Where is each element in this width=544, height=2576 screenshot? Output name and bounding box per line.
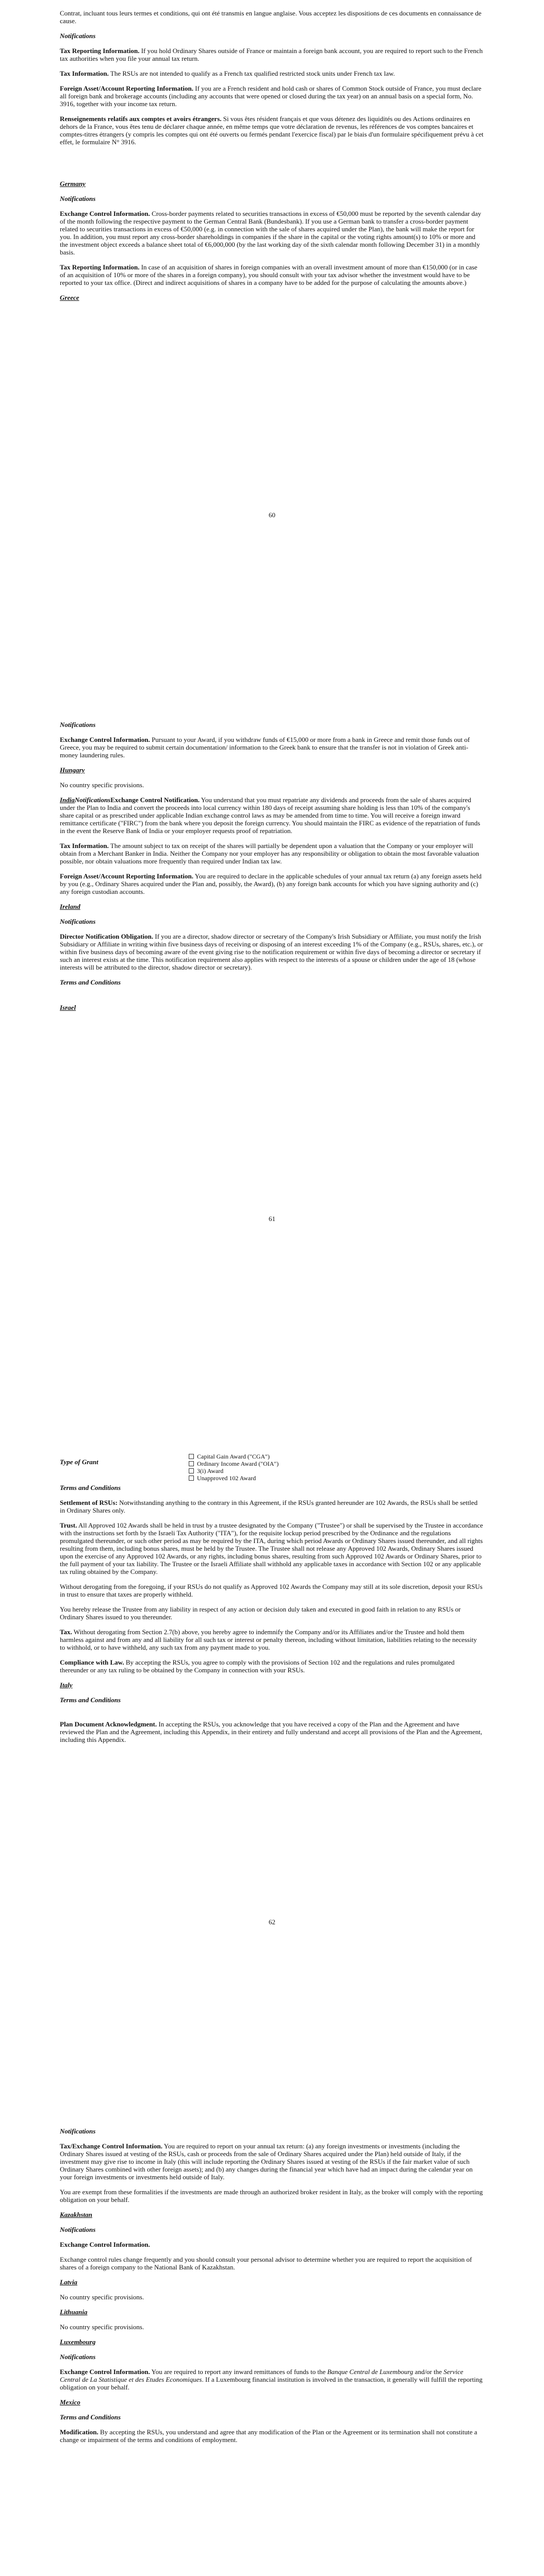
paragraph: Tax. Without derogating from Section 2.7(b) above, you hereby agree to indemnify the Company and/or its Affiliates and/or the Trustee and hold them harmless against and from any and all liability for all such tax or interest or penalty thereon, including without limitation, liabilities relating to the necessity to withhold, or to have withheld, any such tax from any payment made to you. <box>60 1628 477 1651</box>
paragraph: Exchange Control Information. Pursuant to your Award, if you withdraw funds of €15,000 or more from a bank in Greece and remit those funds out of Greece, you may be required to submit certain documentation/ information to the Greek bank to ensure that the transfer is not in violation of Greek anti-money laundering rules. <box>60 736 470 759</box>
country-heading-israel: Israel <box>60 1004 76 1011</box>
intro-paragraph: Contrat, incluant tous leurs termes et conditions, qui ont été transmis en langue anglaise. Vous acceptez les dispositions de ces documents en connaissance de cause. <box>60 9 482 25</box>
paragraph: Modification. By accepting the RSUs, you understand and agree that any modification of the Plan or the Agreement or its termination shall not constitute a change or impairment of the terms and conditions of employment. <box>60 2428 477 2444</box>
country-heading-lithuania: Lithuania <box>60 2308 88 2316</box>
paragraph: Plan Document Acknowledgment. In accepting the RSUs, you acknowledge that you have received a copy of the Plan and the Agreement and have reviewed the Plan and the Agreement, including this Appendix, in their entirety and fully understand and accept all provisions of the Plan and the Agreement, including this Appendix. <box>60 1720 483 1743</box>
paragraph: Foreign Asset/Account Reporting Information. If you are a French resident and hold cash or shares of Common Stock outside of France, you must declare all foreign bank and brokerage accounts (including any accounts that were opened or closed during the tax year) on an annual basis on a special form, No. 3916, together with your income tax return. <box>60 84 482 108</box>
country-heading-ireland: Ireland <box>60 903 80 910</box>
paragraph: You are exempt from these formalities if the investments are made through an authorized broker resident in Italy, as the broker will comply with the reporting obligation on your behalf. <box>60 2188 483 2204</box>
paragraph: Tax Reporting Information. In case of an acquisition of shares in foreign companies with an overall investment amount of more than €150,000 (or in case of an acquisition of 10% or more of the shares in a foreign company), you should consult with your tax advisor whether the investment would have to be reported to your tax office. (Direct and indirect acquisitions of shares in a company have to be added for the purpose of calculating the amounts above.) <box>60 263 477 286</box>
paragraph: Director Notification Obligation. If you are a director, shadow director or secretary of the Company's Irish Subsidiary or Affiliate, you must notify the Irish Subsidiary or Affiliate in writing within five business days of receiving or disposing of an interest exceeding 1% of the Company (e.g., RSUs, shares, etc.), or within five business days of becoming aware of the event giving rise to the notification requirement or within five days of becoming a director or secretary if such an interest exists at the time. This notification requirement also applies with respect to the interests of a spouse or children under the age of 18 (whose interests will be attributed to the director, shadow director or secretary). <box>60 933 483 971</box>
page-number: 60 <box>269 511 275 519</box>
country-heading-india: India <box>60 796 75 804</box>
paragraph: Without derogating from the foregoing, if your RSUs do not qualify as Approved 102 Awards the Company may still at its sole discretion, deposit your RSUs in trust to ensure that taxes are properly withheld. <box>60 1583 483 1598</box>
section-heading-terms: Terms and Conditions <box>60 978 121 986</box>
country-heading-hungary: Hungary <box>60 766 85 774</box>
grant-option[interactable]: Capital Gain Award ("CGA") <box>189 1453 278 1460</box>
section-heading-terms: Terms and Conditions <box>60 2413 121 2421</box>
country-heading-greece: Greece <box>60 294 79 301</box>
section-heading-notifications: Notifications <box>60 2353 96 2361</box>
paragraph: Exchange control rules change frequently and you should consult your personal advisor to determine whether you are required to report the acquisition of shares of a foreign company to the National Bank of Kazakhstan. <box>60 2256 472 2271</box>
paragraph: Exchange Control Information. Cross-border payments related to securities transactions in excess of €50,000 must be reported by the seventh calendar day of the month following the respective payment to the German Central Bank (Bundesbank). If you use a German bank to transfer a cross-border payment related to securities transactions in excess of €50,000 (e.g. in connection with the sale of shares acquired under the Plan), the bank will make the report for you. In addition, you must report any cross-border shareholdings in companies if the share in the capital or the voting rights amount(s) to 10% or more and the investment object exceeds a balance sheet total of €6,000,000 (by the last working day of the sixth calendar month following December 31) in a monthly basis. <box>60 210 482 256</box>
paragraph: Compliance with Law. By accepting the RSUs, you agree to comply with the provisions of Section 102 and the regulations and rules promulgated thereunder or any tax ruling to be obtained by the Company in connection with your RSUs. <box>60 1658 455 1674</box>
paragraph: You hereby release the Trustee from any liability in respect of any action or decision duly taken and executed in good faith in relation to any RSUs or Ordinary Shares issued to you thereunder. <box>60 1605 461 1621</box>
checkbox-icon <box>189 1454 194 1459</box>
page-number: 62 <box>269 1918 275 1926</box>
country-heading-kazakhstan: Kazakhstan <box>60 2211 92 2218</box>
section-heading-notifications: Notifications <box>60 918 96 925</box>
section-heading-terms: Terms and Conditions <box>60 1696 121 1704</box>
checkbox-icon <box>189 1461 194 1466</box>
checkbox-icon <box>189 1476 194 1481</box>
paragraph: IndiaNotificationsExchange Control Notification. You understand that you must repatriate any dividends and proceeds from the sale of shares acquired under the Plan to India and convert the proceeds into local currency within 180 days of receipt assuming share holding is less than 10% of the company's share capital or as prescribed under applicable Indian exchange control laws as may be amended from time to time. You will receive a foreign inward remittance certificate ("FIRC") from the bank where you deposit the foreign currency. You should maintain the FIRC as evidence of the repatriation of funds in the event the Reserve Bank of India or your employer requests proof of repatriation. <box>60 796 481 835</box>
country-heading-luxembourg: Luxembourg <box>60 2338 96 2346</box>
paragraph: Exchange Control Information. <box>60 2241 150 2248</box>
paragraph: No country specific provisions. <box>60 2293 144 2301</box>
paragraph: No country specific provisions. <box>60 781 144 789</box>
paragraph: Tax/Exchange Control Information. You are required to report on your annual tax return: (a) any foreign investments or investments (including the Ordinary Shares issued at vesting of the RSUs, cash or proceeds from the sale of Ordinary Shares acquired under the Plan) held outside of Italy, if the investment may give rise to income in Italy (this will include reporting the Ordinary Shares issued at vesting of the RSUs if the fair market value of such Ordinary Shares combined with other foreign assets); and (b) any changes during the financial year which have had an impact during the calendar year on your foreign investments or investments held outside of Italy. <box>60 2142 473 2181</box>
section-heading-terms: Terms and Conditions <box>60 1484 121 1492</box>
grant-type-label: Type of Grant <box>60 1458 98 1466</box>
section-heading-notifications: Notifications <box>60 2226 96 2233</box>
page-63 <box>0 2110 544 2576</box>
paragraph: Settlement of RSUs: Notwithstanding anything to the contrary in this Agreement, if the RSUs granted hereunder are 102 Awards, the RSUs shall be settled in Ordinary Shares only. <box>60 1499 478 1514</box>
page-60 <box>0 0 544 703</box>
page-number: 61 <box>269 1215 275 1223</box>
checkbox-icon <box>189 1468 194 1473</box>
paragraph: Tax Reporting Information. If you hold Ordinary Shares outside of France or maintain a foreign bank account, you are required to report such to the French tax authorities when you file your annual tax return. <box>60 47 483 62</box>
paragraph: Exchange Control Information. You are required to report any inward remittances of funds to the Banque Central de Luxembourg and/or the Service Central de La Statistique et des Etudes Economiques. If a Luxembourg financial institution is involved in the transaction, it generally will fulfill the reporting obligation on your behalf. <box>60 2368 483 2391</box>
section-heading-notifications: Notifications <box>60 2127 96 2135</box>
paragraph-french: Renseignements relatifs aux comptes et avoirs étrangers. Si vous êtes résident français et que vous détenez des liquidités ou des Actions ordinaires en dehors de la France, vous êtes tenu de déclarer chaque année, en même temps que votre déclaration de revenus, les références de vos comptes bancaires et comptes-titres étrangers (y compris les comptes qui ont été ouverts ou fermés pendant l'exercice fiscal) par le biais d'un formulaire spécifiquement prévu à cet effet, le formulaire N° 3916. <box>60 115 484 146</box>
page-62 <box>0 1406 544 2110</box>
paragraph: Foreign Asset/Account Reporting Information. You are required to declare in the applicable schedules of your annual tax return (a) any foreign assets held by you (e.g., Ordinary Shares acquired under the Plan and, possibly, the Award), (b) any foreign bank accounts for which you have signing authority and (c) any foreign custodian accounts. <box>60 872 482 895</box>
paragraph: No country specific provisions. <box>60 2323 144 2331</box>
paragraph: Trust. All Approved 102 Awards shall be held in trust by a trustee designated by the Company ("Trustee") or shall be supervised by the Trustee in accordance with the instructions set forth by the Israeli Tax Authority ("ITA"), for the requisite lockup period prescribed by the Ordinance and the regulations promulgated thereunder, or such other period as may be required by the ITA, during which period Awards or Ordinary Shares issued thereunder, and all rights resulting from them, including bonus shares, must be held by the Trustee. The Trustee shall not release any Approved 102 Awards, Ordinary Shares issued upon the exercise of any Approved 102 Awards, or any rights, including bonus shares, resulting from such Approved 102 Awards or Ordinary Shares, prior to the full payment of your tax liability. The Trustee or the Israeli Affiliate shall withhold any applicable taxes in accordance with Section 102 or any applicable tax ruling obtained by the Company. <box>60 1521 483 1575</box>
country-heading-italy: Italy <box>60 1681 73 1689</box>
page-61 <box>0 703 544 1406</box>
country-heading-germany: Germany <box>60 180 86 188</box>
grant-type-options <box>189 1453 278 1482</box>
country-heading-latvia: Latvia <box>60 2278 77 2286</box>
grant-option[interactable]: Ordinary Income Award ("OIA") <box>189 1460 278 1467</box>
grant-option[interactable]: Unapproved 102 Award <box>189 1475 278 1482</box>
paragraph: Tax Information. The amount subject to tax on receipt of the shares will partially be dependent upon a valuation that the Company or your employer will obtain from a Merchant Banker in India. Neither the Company nor your employer has any responsibility or obligation to obtain the most favorable valuation possible, nor obtain valuations more frequently than required under Indian tax law. <box>60 842 480 865</box>
country-heading-mexico: Mexico <box>60 2398 80 2406</box>
grant-type-row <box>60 1453 484 1484</box>
grant-option[interactable]: 3(i) Award <box>189 1467 278 1475</box>
section-heading-notifications: Notifications <box>60 32 96 40</box>
section-heading-notifications: Notifications <box>60 721 96 728</box>
section-heading-notifications: Notifications <box>60 195 96 202</box>
paragraph: Tax Information. The RSUs are not intended to qualify as a French tax qualified restricted stock units under French tax law. <box>60 70 395 77</box>
